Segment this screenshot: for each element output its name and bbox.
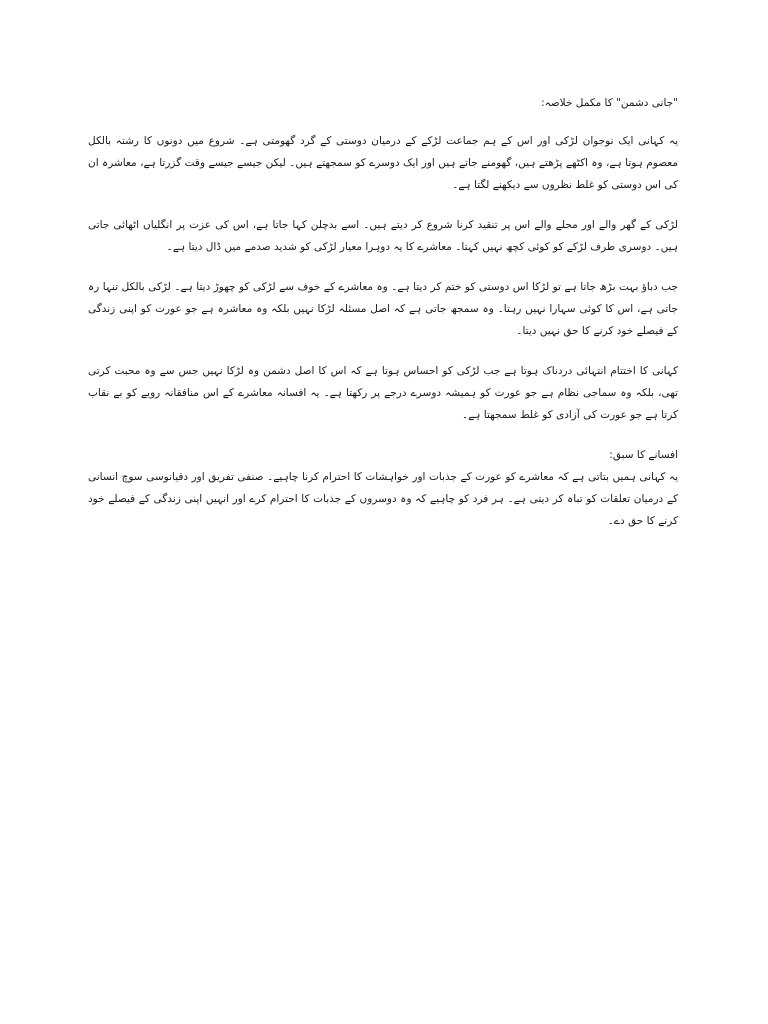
paragraph-2: لڑکی کے گھر والے اور محلے والے اس پر تنقید کرنا شروع کر دیتے ہیں۔ اسے بدچلن کہا جاتا ہے، اس کی عزت پر انگلیاں اٹھائی جاتی ہیں۔ دوسری طرف لڑکے کو کوئی کچھ نہیں کہتا۔ معاشرے کا یہ دوہرا معیار لڑکی کو شدید صدمے میں ڈال دیتا ہے۔ <box>88 219 678 253</box>
document-page <box>88 92 678 532</box>
lesson-text: یہ کہانی ہمیں بتاتی ہے کہ معاشرے کو عورت کے جذبات اور خواہشات کا احترام کرنا چاہیے۔ صنفی تفریق اور دقیانوسی سوچ انسانی کے درمیان تعلقات کو تباہ کر دیتی ہے۔ ہر فرد کو چاہیے کہ وہ دوسروں کے جذبات کا احترام کرے اور انہیں اپنی زندگی کے فیصلے خود کرنے کا حق دے۔ <box>88 471 678 527</box>
document-title: "جانی دشمن" کا مکمل خلاصہ: <box>541 97 678 109</box>
paragraph-3: جب دباؤ بہت بڑھ جاتا ہے تو لڑکا اس دوستی کو ختم کر دیتا ہے۔ وہ معاشرے کے خوف سے لڑکی کو چھوڑ دیتا ہے۔ لڑکی بالکل تنہا رہ جاتی ہے، اس کا کوئی سہارا نہیں رہتا۔ وہ سمجھ جاتی ہے کہ اصل مسئلہ لڑکا نہیں بلکہ وہ معاشرہ ہے جو عورت کو اپنی زندگی کے فیصلے خود کرنے کا حق نہیں دیتا۔ <box>88 281 678 337</box>
paragraph-1: یہ کہانی ایک نوجوان لڑکی اور اس کے ہم جماعت لڑکے کے درمیان دوستی کے گرد گھومتی ہے۔ شروع میں دونوں کا رشتہ بالکل معصوم ہوتا ہے، وہ اکٹھے پڑھتے ہیں، گھومنے جاتے ہیں اور ایک دوسرے کو سمجھتے ہیں۔ لیکن جیسے جیسے وقت گزرتا ہے، معاشرہ ان کی اس دوستی کو غلط نظروں سے دیکھنے لگتا ہے۔ <box>88 135 678 191</box>
paragraph-4: کہانی کا اختتام انتہائی دردناک ہوتا ہے جب لڑکی کو احساس ہوتا ہے کہ اس کا اصل دشمن وہ لڑکا نہیں جس سے وہ محبت کرتی تھی، بلکہ وہ سماجی نظام ہے جو عورت کو ہمیشہ دوسرے درجے پر رکھتا ہے۔ یہ افسانہ معاشرے کے اس منافقانہ رویے کو بے نقاب کرتا ہے جو عورت کی آزادی کو غلط سمجھتا ہے۔ <box>88 365 678 421</box>
lesson-heading: افسانے کا سبق: <box>609 449 678 461</box>
